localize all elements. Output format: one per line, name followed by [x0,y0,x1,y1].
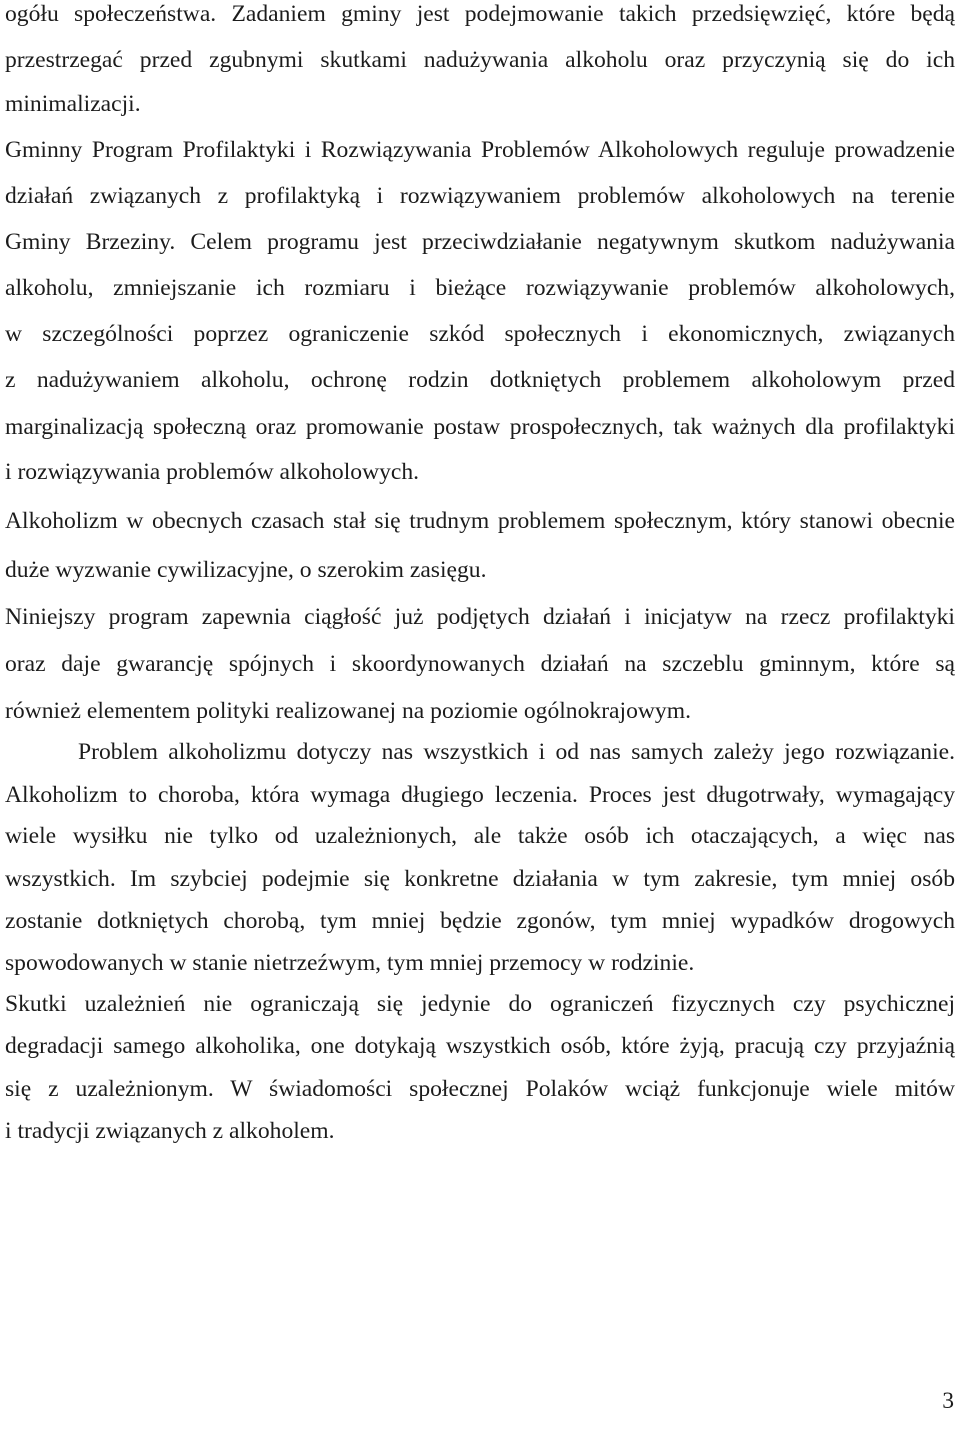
text-line: wszystkich. Im szybciej podejmie się konkretne działania w tym zakresie, tym mniej osób [5,866,955,892]
text-line: w szczególności poprzez ograniczenie szkód społecznych i ekonomicznych, związanych [5,321,955,347]
text-line: degradacji samego alkoholika, one dotykają wszystkich osób, które żyją, pracują czy przyjaźnią [5,1033,955,1059]
page-number: 3 [942,1388,954,1414]
text-line: również elementem polityki realizowanej na poziomie ogólnokrajowym. [5,698,691,724]
text-line: alkoholu, zmniejszanie ich rozmiaru i bieżące rozwiązywanie problemów alkoholowych, [5,275,955,301]
text-line: działań związanych z profilaktyką i rozwiązywaniem problemów alkoholowych na terenie [5,183,955,209]
text-line: Problem alkoholizmu dotyczy nas wszystkich i od nas samych zależy jego rozwiązanie. [78,739,955,765]
text-line: zostanie dotkniętych chorobą, tym mniej będzie zgonów, tym mniej wypadków drogowych [5,908,955,934]
text-line: spowodowanych w stanie nietrzeźwym, tym mniej przemocy w rodzinie. [5,950,695,976]
text-line: minimalizacji. [5,91,141,117]
text-line: Skutki uzależnień nie ograniczają się jedynie do ograniczeń fizycznych czy psychicznej [5,991,955,1017]
text-line: i tradycji związanych z alkoholem. [5,1118,335,1144]
text-line: się z uzależnionym. W świadomości społecznej Polaków wciąż funkcjonuje wiele mitów [5,1076,955,1102]
text-line: Alkoholizm to choroba, która wymaga długiego leczenia. Proces jest długotrwały, wymagający [5,782,955,808]
text-line: marginalizacją społeczną oraz promowanie postaw prospołecznych, tak ważnych dla profilaktyki [5,414,955,440]
text-line: Gminy Brzeziny. Celem programu jest przeciwdziałanie negatywnym skutkom nadużywania [5,229,955,255]
text-line: Alkoholizm w obecnych czasach stał się trudnym problemem społecznym, który stanowi obecnie [5,508,955,534]
text-line: z nadużywaniem alkoholu, ochronę rodzin dotkniętych problemem alkoholowym przed [5,367,955,393]
text-line: przestrzegać przed zgubnymi skutkami nadużywania alkoholu oraz przyczynią się do ich [5,47,955,73]
text-line: wiele wysiłku nie tylko od uzależnionych, ale także osób ich otaczających, a więc nas [5,823,955,849]
text-line: ogółu społeczeństwa. Zadaniem gminy jest podejmowanie takich przedsięwzięć, które będą [5,1,955,27]
text-line: Niniejszy program zapewnia ciągłość już podjętych działań i inicjatyw na rzecz profilaktyki [5,604,955,630]
text-line: Gminny Program Profilaktyki i Rozwiązywania Problemów Alkoholowych reguluje prowadzenie [5,137,955,163]
text-line: oraz daje gwarancję spójnych i skoordynowanych działań na szczeblu gminnym, które są [5,651,955,677]
text-line: i rozwiązywania problemów alkoholowych. [5,459,420,485]
text-line: duże wyzwanie cywilizacyjne, o szerokim zasięgu. [5,557,487,583]
